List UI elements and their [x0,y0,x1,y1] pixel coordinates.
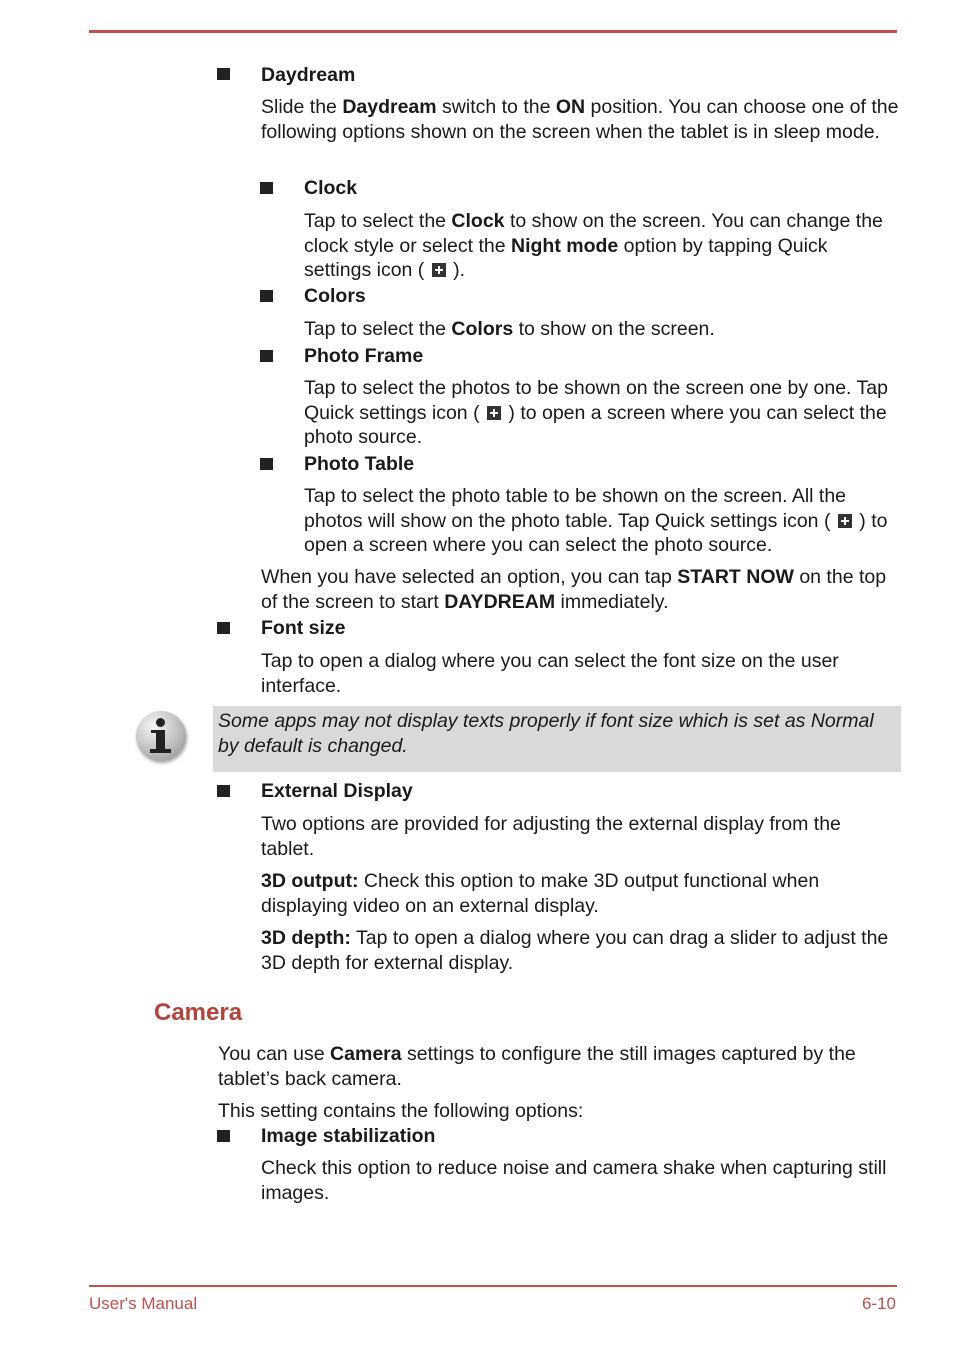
external-display-title: External Display [261,780,413,802]
daydream-intro: Slide the Daydream switch to the ON position. You can choose one of the following options shown on the screen when the tablet is in sleep mode. [261,96,899,143]
photo-frame-title: Photo Frame [304,345,424,367]
footer-title: User's Manual [89,1294,198,1313]
photo-table-title: Photo Table [304,453,415,475]
3d-output-text: 3D output: Check this option to make 3D output functional when displaying video on an external display. [261,870,820,917]
bullet-external-display [217,785,230,797]
info-icon [136,711,186,761]
font-size-title: Font size [261,617,346,639]
page-number: 6-10 [861,1294,896,1313]
footer-rule [89,1285,897,1287]
quick-settings-icon [432,263,446,277]
photo-table-text: Tap to select the photo table to be shown on the screen. All the photos will show on the photo table. Tap Quick settings icon ( ) to open a screen where you can select the photo source. [304,485,888,556]
3d-depth-text: 3D depth: Tap to open a dialog where you can drag a slider to adjust the 3D depth for external display. [261,927,889,974]
note-text: Some apps may not display texts properly if font size which is set as Normal by default is changed. [218,710,874,757]
bullet-photo-frame [260,350,273,362]
bullet-image-stabilization [217,1130,230,1142]
clock-text: Tap to select the Clock to show on the screen. You can change the clock style or select the Night mode option by tapping Quick settings icon ( ). [304,210,883,281]
image-stabilization-text: Check this option to reduce noise and camera shake when capturing still images. [261,1157,887,1204]
bullet-clock [260,182,273,194]
daydream-title: Daydream [261,64,356,86]
photo-frame-text: Tap to select the photos to be shown on the screen one by one. Tap Quick settings icon ( ) to open a screen where you can select the photo source. [304,377,888,448]
bullet-font-size [217,622,230,634]
daydream-outro: When you have selected an option, you can tap START NOW on the top of the screen to start DAYDREAM immediately. [261,566,887,613]
bullet-photo-table [260,458,273,470]
colors-title: Colors [304,285,366,307]
quick-settings-icon [838,514,852,528]
bullet-colors [260,290,273,302]
camera-options-intro: This setting contains the following options: [218,1100,584,1122]
camera-heading: Camera [154,999,243,1026]
quick-settings-icon [487,406,501,420]
font-size-text: Tap to open a dialog where you can select the font size on the user interface. [261,650,839,697]
header-rule [89,30,897,33]
camera-intro: You can use Camera settings to configure the still images captured by the tablet’s back camera. [218,1043,856,1090]
clock-title: Clock [304,177,358,199]
bullet-daydream [217,68,230,80]
external-display-text: Two options are provided for adjusting the external display from the tablet. [261,813,841,860]
colors-text: Tap to select the Colors to show on the screen. [304,318,715,340]
image-stabilization-title: Image stabilization [261,1125,436,1147]
